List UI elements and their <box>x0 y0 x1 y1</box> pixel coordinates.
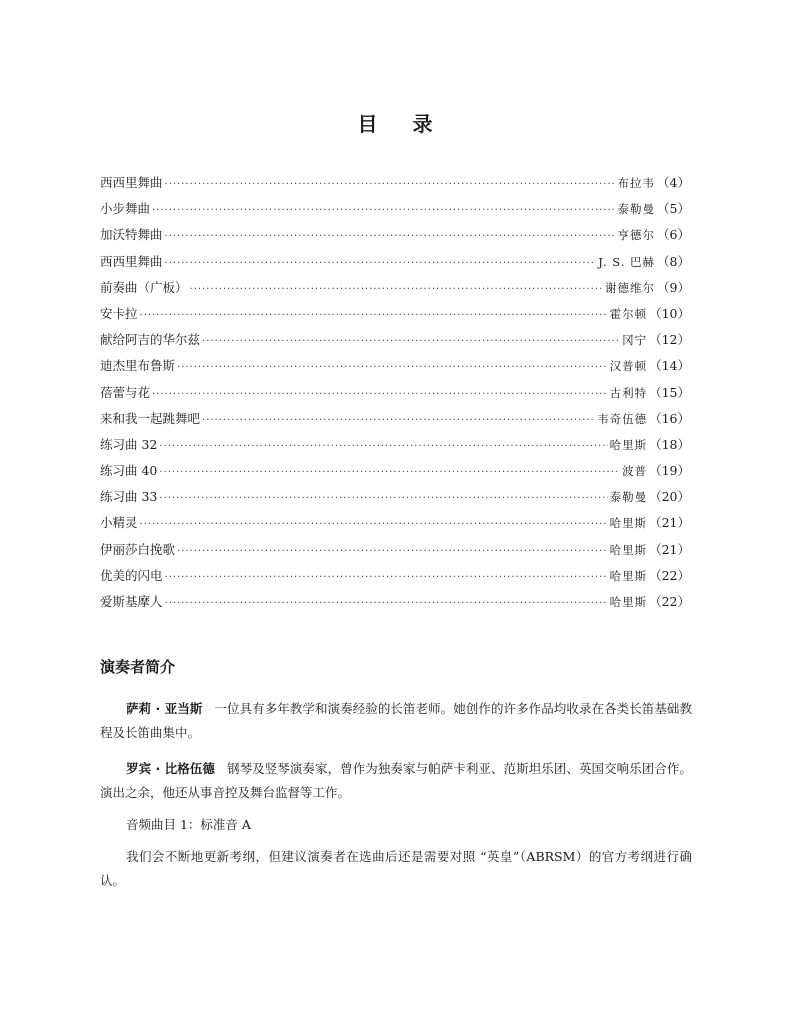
performer-bio-robin <box>100 757 692 805</box>
toc-entry[interactable] <box>100 353 690 379</box>
toc-title: 伊丽莎白挽歌 <box>100 541 176 557</box>
toc-composer: 亨德尔 <box>617 228 656 243</box>
toc-entry[interactable] <box>100 484 690 510</box>
toc-leader <box>152 382 608 408</box>
toc-leader <box>190 277 604 303</box>
toc-leader <box>140 512 608 538</box>
toc-entry[interactable] <box>100 275 690 301</box>
toc-composer: 布拉韦 <box>617 176 656 190</box>
toc-title: 小步舞曲 <box>100 201 151 217</box>
toc-leader <box>177 539 608 565</box>
toc-entry[interactable] <box>100 327 690 353</box>
toc-leader <box>165 172 616 198</box>
toc-composer: 哈里斯 <box>609 542 648 557</box>
toc-page: （21） <box>649 541 690 557</box>
toc-leader <box>202 408 595 434</box>
toc-leader <box>165 565 608 591</box>
toc-entry[interactable] <box>100 406 690 432</box>
toc-title: 练习曲 40 <box>100 463 158 479</box>
performer-bio-sally <box>100 697 692 745</box>
toc-entry[interactable] <box>100 222 690 248</box>
toc-title: 爱斯基摩人 <box>100 594 163 609</box>
toc-title: 练习曲 32 <box>100 436 158 452</box>
toc-leader <box>140 303 608 329</box>
toc-entry[interactable] <box>100 249 690 275</box>
toc-entry[interactable] <box>100 432 690 458</box>
toc-leader <box>165 591 608 617</box>
toc-composer: 霍尔顿 <box>609 306 648 321</box>
toc-leader <box>152 198 616 224</box>
toc-page: （6） <box>657 227 690 243</box>
toc-page: （16） <box>649 410 690 426</box>
toc-leader <box>159 460 620 486</box>
toc-title: 前奏曲（广板） <box>100 279 188 295</box>
toc-entry[interactable] <box>100 196 690 222</box>
toc-title: 优美的闪电 <box>100 567 163 583</box>
toc-page: （9） <box>657 279 690 295</box>
toc-leader <box>165 224 616 250</box>
toc-page: （21） <box>649 515 690 531</box>
toc-composer: 哈里斯 <box>609 437 648 452</box>
toc-page: （8） <box>657 253 690 269</box>
performer-bio-text: 一位具有多年教学和演奏经验的长笛老师。她创作的许多作品均收录在各类长笛基础教程及长笛曲集中。 <box>100 701 692 740</box>
toc-page: （10） <box>649 305 690 321</box>
toc-title: 来和我一起跳舞吧 <box>100 410 201 426</box>
toc-title: 迪杰里布鲁斯 <box>100 358 176 374</box>
toc-composer: 冈宁 <box>622 333 648 348</box>
toc-page: （15） <box>649 384 690 400</box>
toc-composer: 泰勒曼 <box>617 202 656 217</box>
toc-composer: 谢德维尔 <box>605 280 656 295</box>
toc-entry[interactable] <box>100 170 690 196</box>
toc-composer: 泰勒曼 <box>609 490 648 505</box>
performers-heading: 演奏者简介 <box>100 658 176 676</box>
toc-title: 加沃特舞曲 <box>100 227 163 243</box>
toc-title: 蓓蕾与花 <box>100 384 151 400</box>
toc-leader <box>177 355 608 381</box>
toc-page: （19） <box>649 463 690 479</box>
toc-entry[interactable] <box>100 537 690 563</box>
audio-track-note: 音频曲目 1：标准音 A <box>126 817 251 832</box>
toc-entry[interactable] <box>100 589 690 615</box>
toc-composer: 韦奇伍德 <box>597 411 648 426</box>
toc-composer: 哈里斯 <box>609 568 648 583</box>
toc-page: （18） <box>649 436 690 452</box>
performer-name: 萨莉 · 亚当斯 <box>126 701 203 716</box>
toc-title: 西西里舞曲 <box>100 253 163 269</box>
toc-entry[interactable] <box>100 301 690 327</box>
toc-title: 小精灵 <box>100 515 138 531</box>
toc-title: 西西里舞曲 <box>100 175 163 190</box>
toc-page: （5） <box>657 201 690 217</box>
toc-leader <box>159 434 607 460</box>
toc-entry[interactable] <box>100 380 690 406</box>
toc-composer: 波普 <box>622 464 648 479</box>
toc-composer: 哈里斯 <box>609 516 648 531</box>
toc-composer: J. S. 巴赫 <box>598 254 656 269</box>
toc-page: （20） <box>649 489 690 505</box>
toc-page: （4） <box>657 175 690 190</box>
toc-title: 安卡拉 <box>100 305 138 321</box>
toc-composer: 古利特 <box>609 385 648 400</box>
page-title: 目 录 <box>357 112 447 136</box>
toc-composer: 汉普顿 <box>609 359 648 374</box>
performer-bio-text: 钢琴及竖琴演奏家，曾作为独奏家与帕萨卡利亚、范斯坦乐团、英国交响乐团合作。演出之余，他还从事音控及舞台监督等工作。 <box>100 761 692 800</box>
toc-title: 练习曲 33 <box>100 489 158 505</box>
toc-entry[interactable] <box>100 510 690 536</box>
toc-entry[interactable] <box>100 458 690 484</box>
toc-leader <box>165 251 597 277</box>
toc-title: 献给阿吉的华尔兹 <box>100 332 201 348</box>
exam-syllabus-note: 我们会不断地更新考纲，但建议演奏者在选曲后还是需要对照 “英皇”（ABRSM）的官方考纲进行确认。 <box>100 849 692 888</box>
toc-composer: 哈里斯 <box>609 595 648 609</box>
toc-leader <box>202 329 620 355</box>
toc-page: （14） <box>649 358 690 374</box>
performer-name: 罗宾 · 比格伍德 <box>126 761 216 776</box>
table-of-contents <box>100 170 690 615</box>
toc-entry[interactable] <box>100 563 690 589</box>
toc-page: （22） <box>649 567 690 583</box>
toc-leader <box>159 486 607 512</box>
toc-page: （22） <box>649 594 690 609</box>
toc-page: （12） <box>649 332 690 348</box>
